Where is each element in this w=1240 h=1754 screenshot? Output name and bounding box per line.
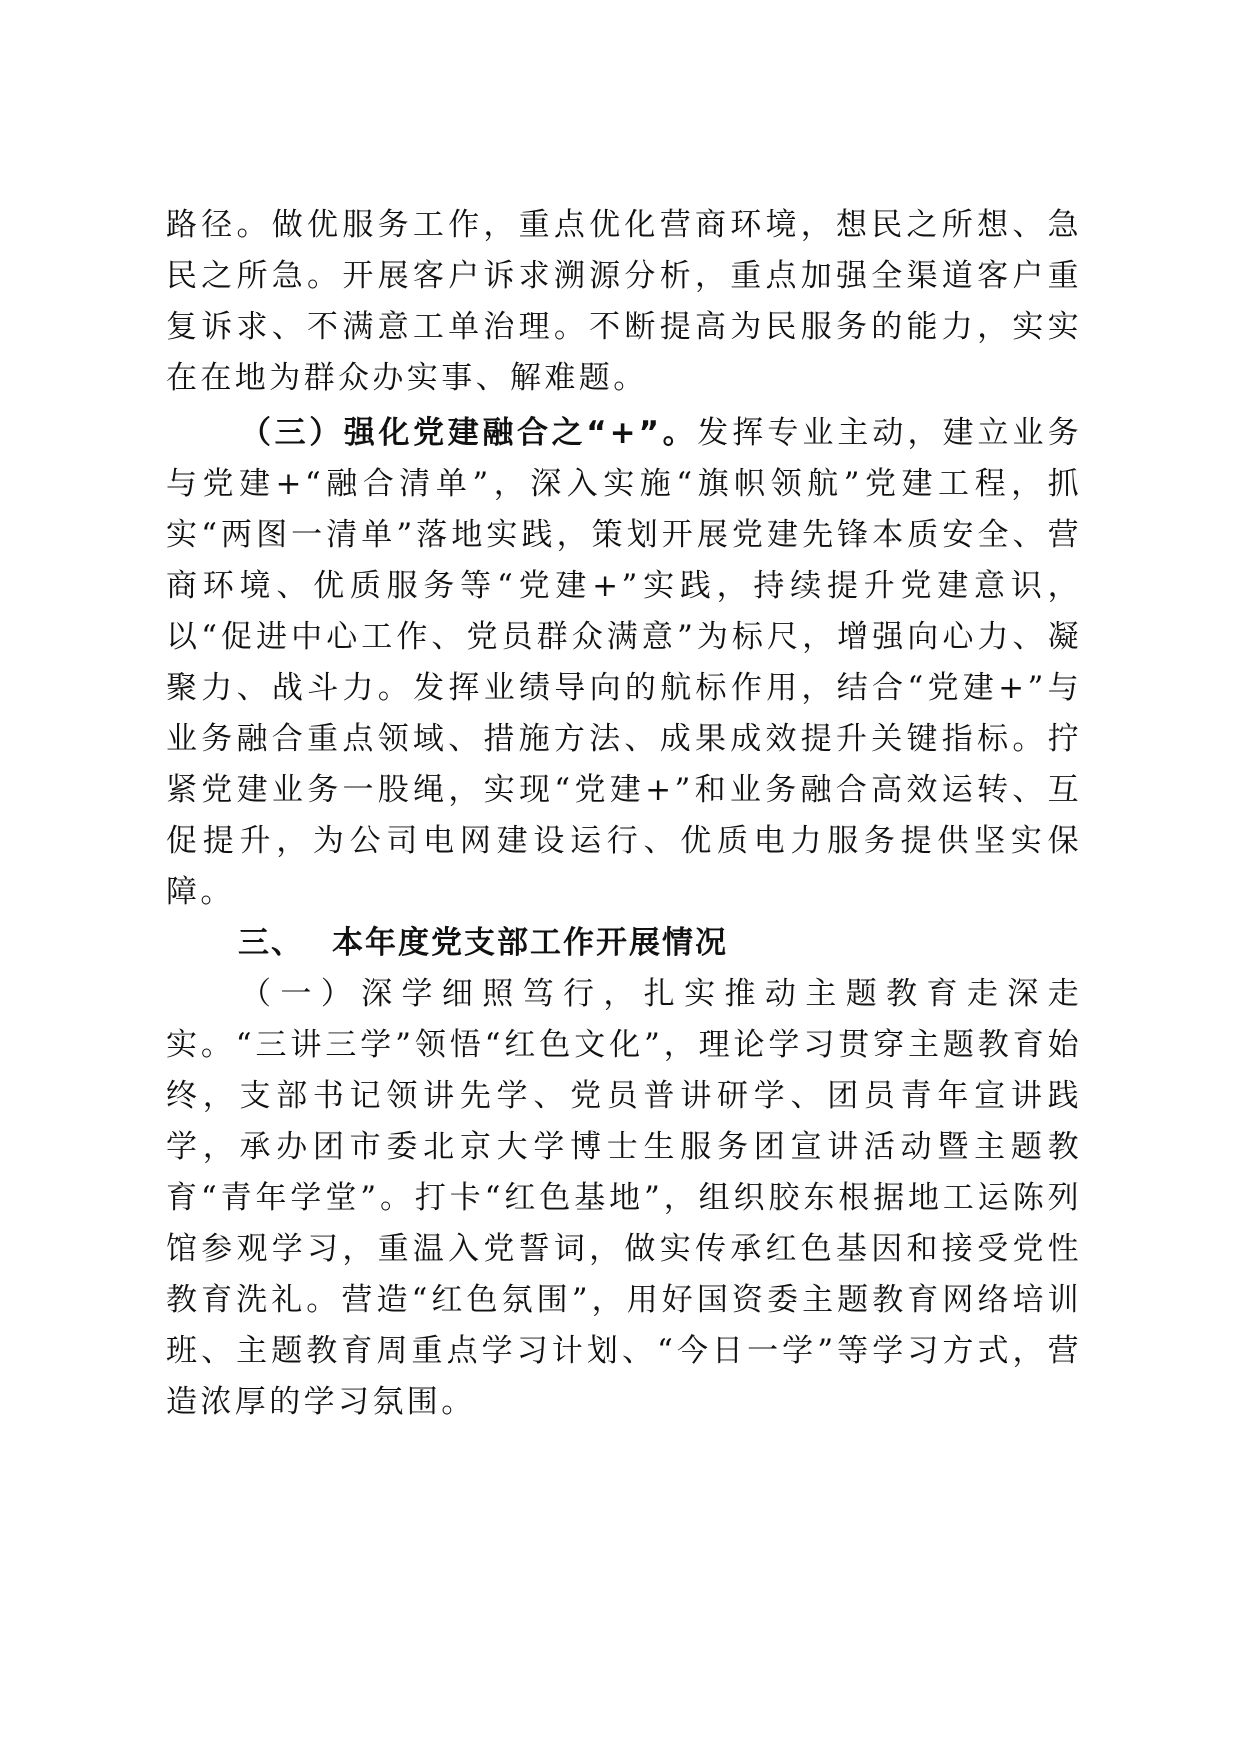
- section-heading-three: [166, 918, 1082, 969]
- section-title: 本年度党支部工作开展情况: [332, 925, 728, 961]
- paragraph-party-building-integration: [166, 408, 1082, 918]
- subheading-strengthen-integration: （三）强化党建融合之“+”。: [240, 415, 698, 451]
- paragraph-theme-education: （一）深学细照笃行，扎实推动主题教育走深走实。“三讲三学”领悟“红色文化”，理论学习贯穿主题教育始终，支部书记领讲先学、党员普讲研学、团员青年宣讲践学，承办团市委北京大学博士生服务团宣讲活动暨主题教育“青年学堂”。打卡“红色基地”，组织胶东根据地工运陈列馆参观学习，重温入党誓词，做实传承红色基因和接受党性教育洗礼。营造“红色氛围”，用好国资委主题教育网络培训班、主题教育周重点学习计划、“今日一学”等学习方式，营造浓厚的学习氛围。: [166, 976, 1082, 1420]
- document-body: [166, 200, 1082, 1428]
- section-number: 三、: [238, 925, 304, 961]
- paragraph-continuation: 路径。做优服务工作，重点优化营商环境，想民之所想、急民之所急。开展客户诉求溯源分析，重点加强全渠道客户重复诉求、不满意工单治理。不断提高为民服务的能力，实实在在地为群众办实事、解难题。: [166, 207, 1082, 396]
- paragraph-body: 发挥专业主动，建立业务与党建+“融合清单”，深入实施“旗帜领航”党建工程，抓实“两图一清单”落地实践，策划开展党建先锋本质安全、营商环境、优质服务等“党建+”实践，持续提升党建意识，以“促进中心工作、党员群众满意”为标尺，增强向心力、凝聚力、战斗力。发挥业绩导向的航标作用，结合“党建+”与业务融合重点领域、措施方法、成果成效提升关键指标。拧紧党建业务一股绳，实现“党建+”和业务融合高效运转、互促提升，为公司电网建设运行、优质电力服务提供坚实保障。: [166, 415, 1082, 910]
